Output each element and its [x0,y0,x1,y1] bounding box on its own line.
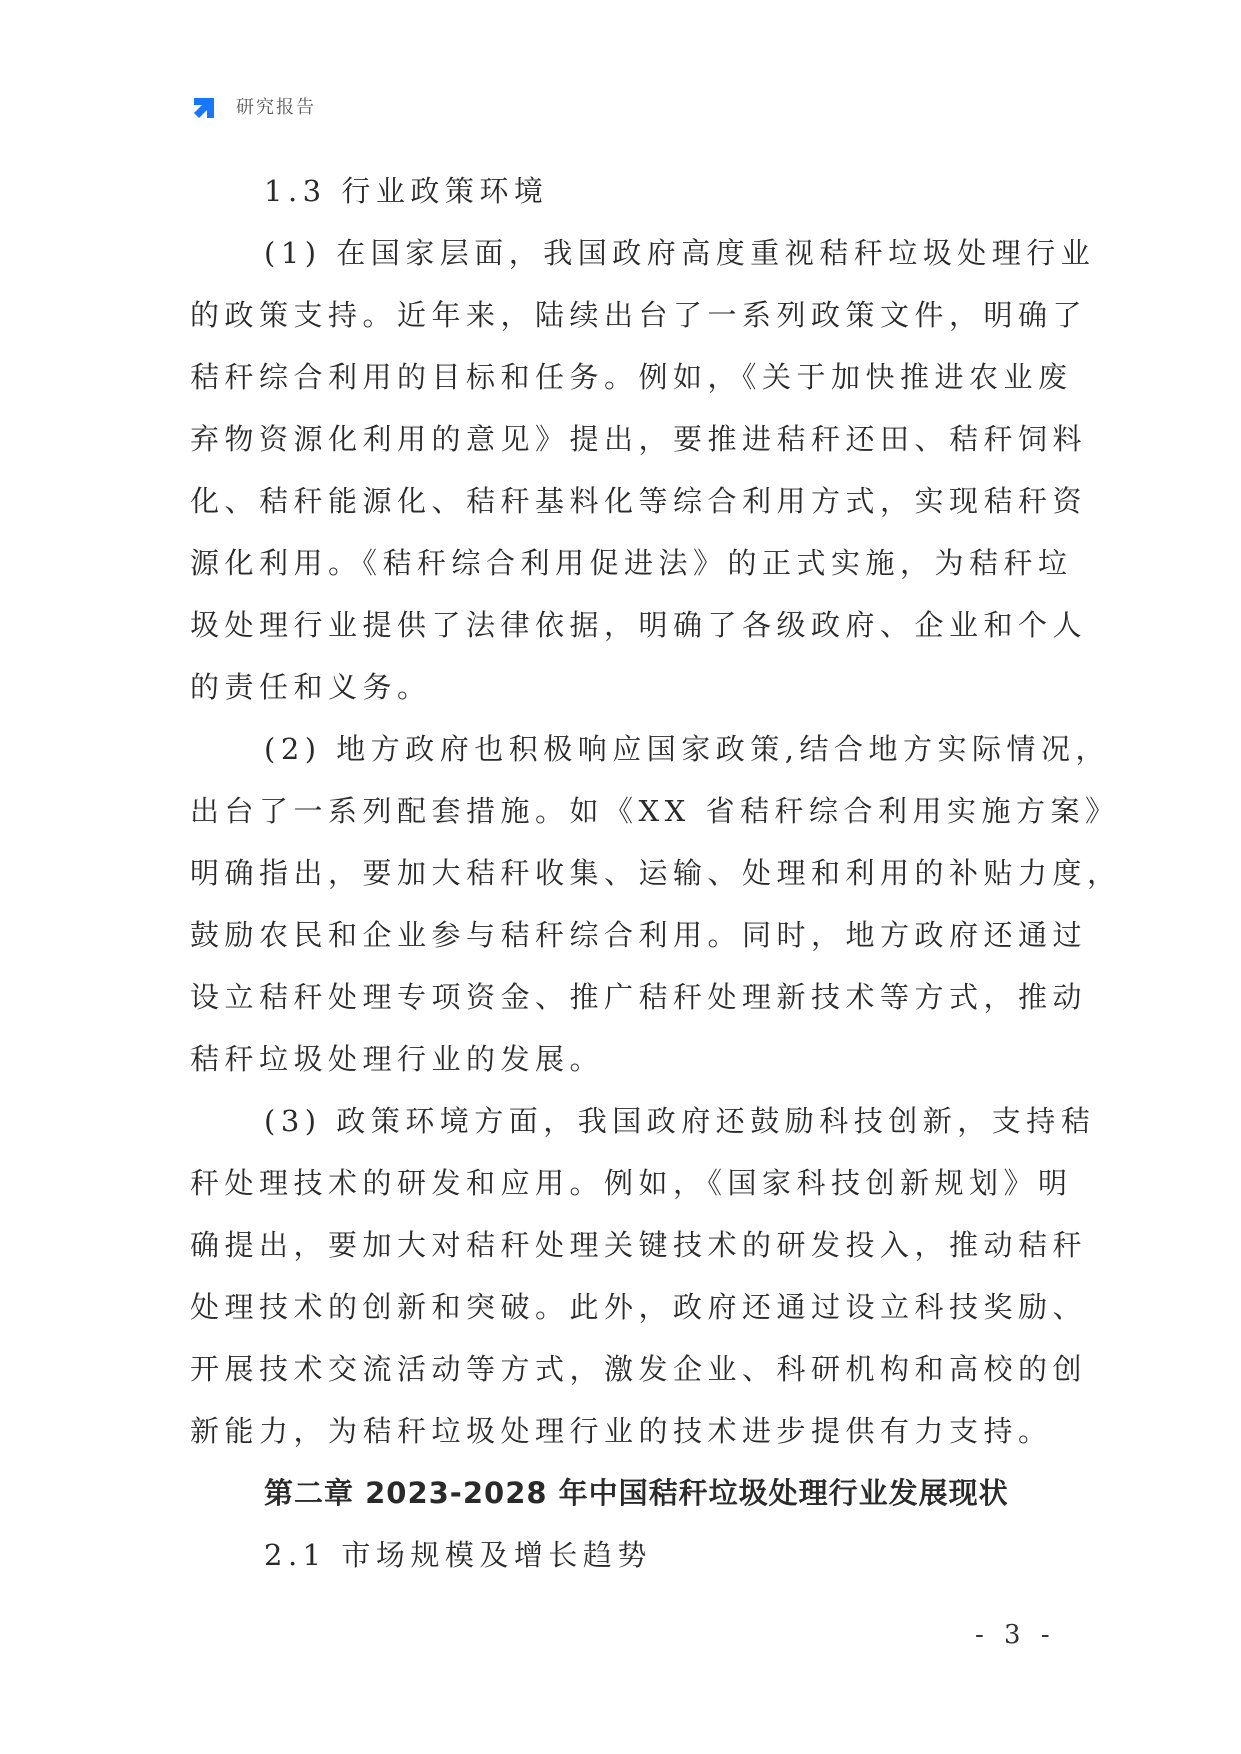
paragraph-line: 的政策支持。近年来，陆续出台了一系列政策文件，明确了 [190,298,1088,332]
page-number: - 3 - [975,1620,1056,1650]
paragraph-line: 明确指出，要加大秸秆收集、运输、处理和利用的补贴力度， [190,856,1122,890]
header-label: 研究报告 [236,97,316,118]
paragraph-line: (3) 政策环境方面，我国政府还鼓励科技创新，支持秸 [264,1104,1096,1138]
report-header [190,90,316,122]
paragraph-line: 确提出，要加大对秸秆处理关键技术的研发投入，推动秸秆 [190,1228,1088,1262]
paragraph-line: 的责任和义务。 [190,670,432,704]
paragraph-line: 化、秸秆能源化、秸秆基料化等综合利用方式，实现秸秆资 [190,484,1088,518]
paragraph-line: (1) 在国家层面，我国政府高度重视秸秆垃圾处理行业 [264,236,1096,270]
document-body [190,160,1122,1586]
section-heading-2-1: 2.1 市场规模及增长趋势 [264,1538,652,1572]
paragraph-line: 开展技术交流活动等方式，激发企业、科研机构和高校的创 [190,1352,1088,1386]
paragraph-line: 源化利用。《秸秆综合利用促进法》的正式实施，为秸秆垃 [190,546,1073,580]
paragraph-line: 圾处理行业提供了法律依据，明确了各级政府、企业和个人 [190,608,1088,642]
paragraph-line: 设立秸秆处理专项资金、推广秸秆处理新技术等方式，推动 [190,980,1088,1014]
paragraph-line: 出台了一系列配套措施。如《XX 省秸秆综合利用实施方案》 [190,794,1120,828]
paragraph-line: 秸秆垃圾处理行业的发展。 [190,1042,605,1076]
section-heading-1-3: 1.3 行业政策环境 [264,174,549,208]
paragraph-line: 秆处理技术的研发和应用。例如，《国家科技创新规划》明 [190,1166,1073,1200]
chapter-heading: 第二章 2023-2028 年中国秸秆垃圾处理行业发展现状 [264,1476,1009,1510]
paragraph-line: (2) 地方政府也积极响应国家政策,结合地方实际情况， [264,732,1111,766]
paragraph-line: 新能力，为秸秆垃圾处理行业的技术进步提供有力支持。 [190,1414,1053,1448]
paragraph-line: 鼓励农民和企业参与秸秆综合利用。同时，地方政府还通过 [190,918,1088,952]
paragraph-line: 弃物资源化利用的意见》提出，要推进秸秆还田、秸秆饲料 [190,422,1088,456]
arrow-logo-icon [190,90,222,122]
paragraph-line: 秸秆综合利用的目标和任务。例如，《关于加快推进农业废 [190,360,1073,394]
paragraph-line: 处理技术的创新和突破。此外，政府还通过设立科技奖励、 [190,1290,1088,1324]
